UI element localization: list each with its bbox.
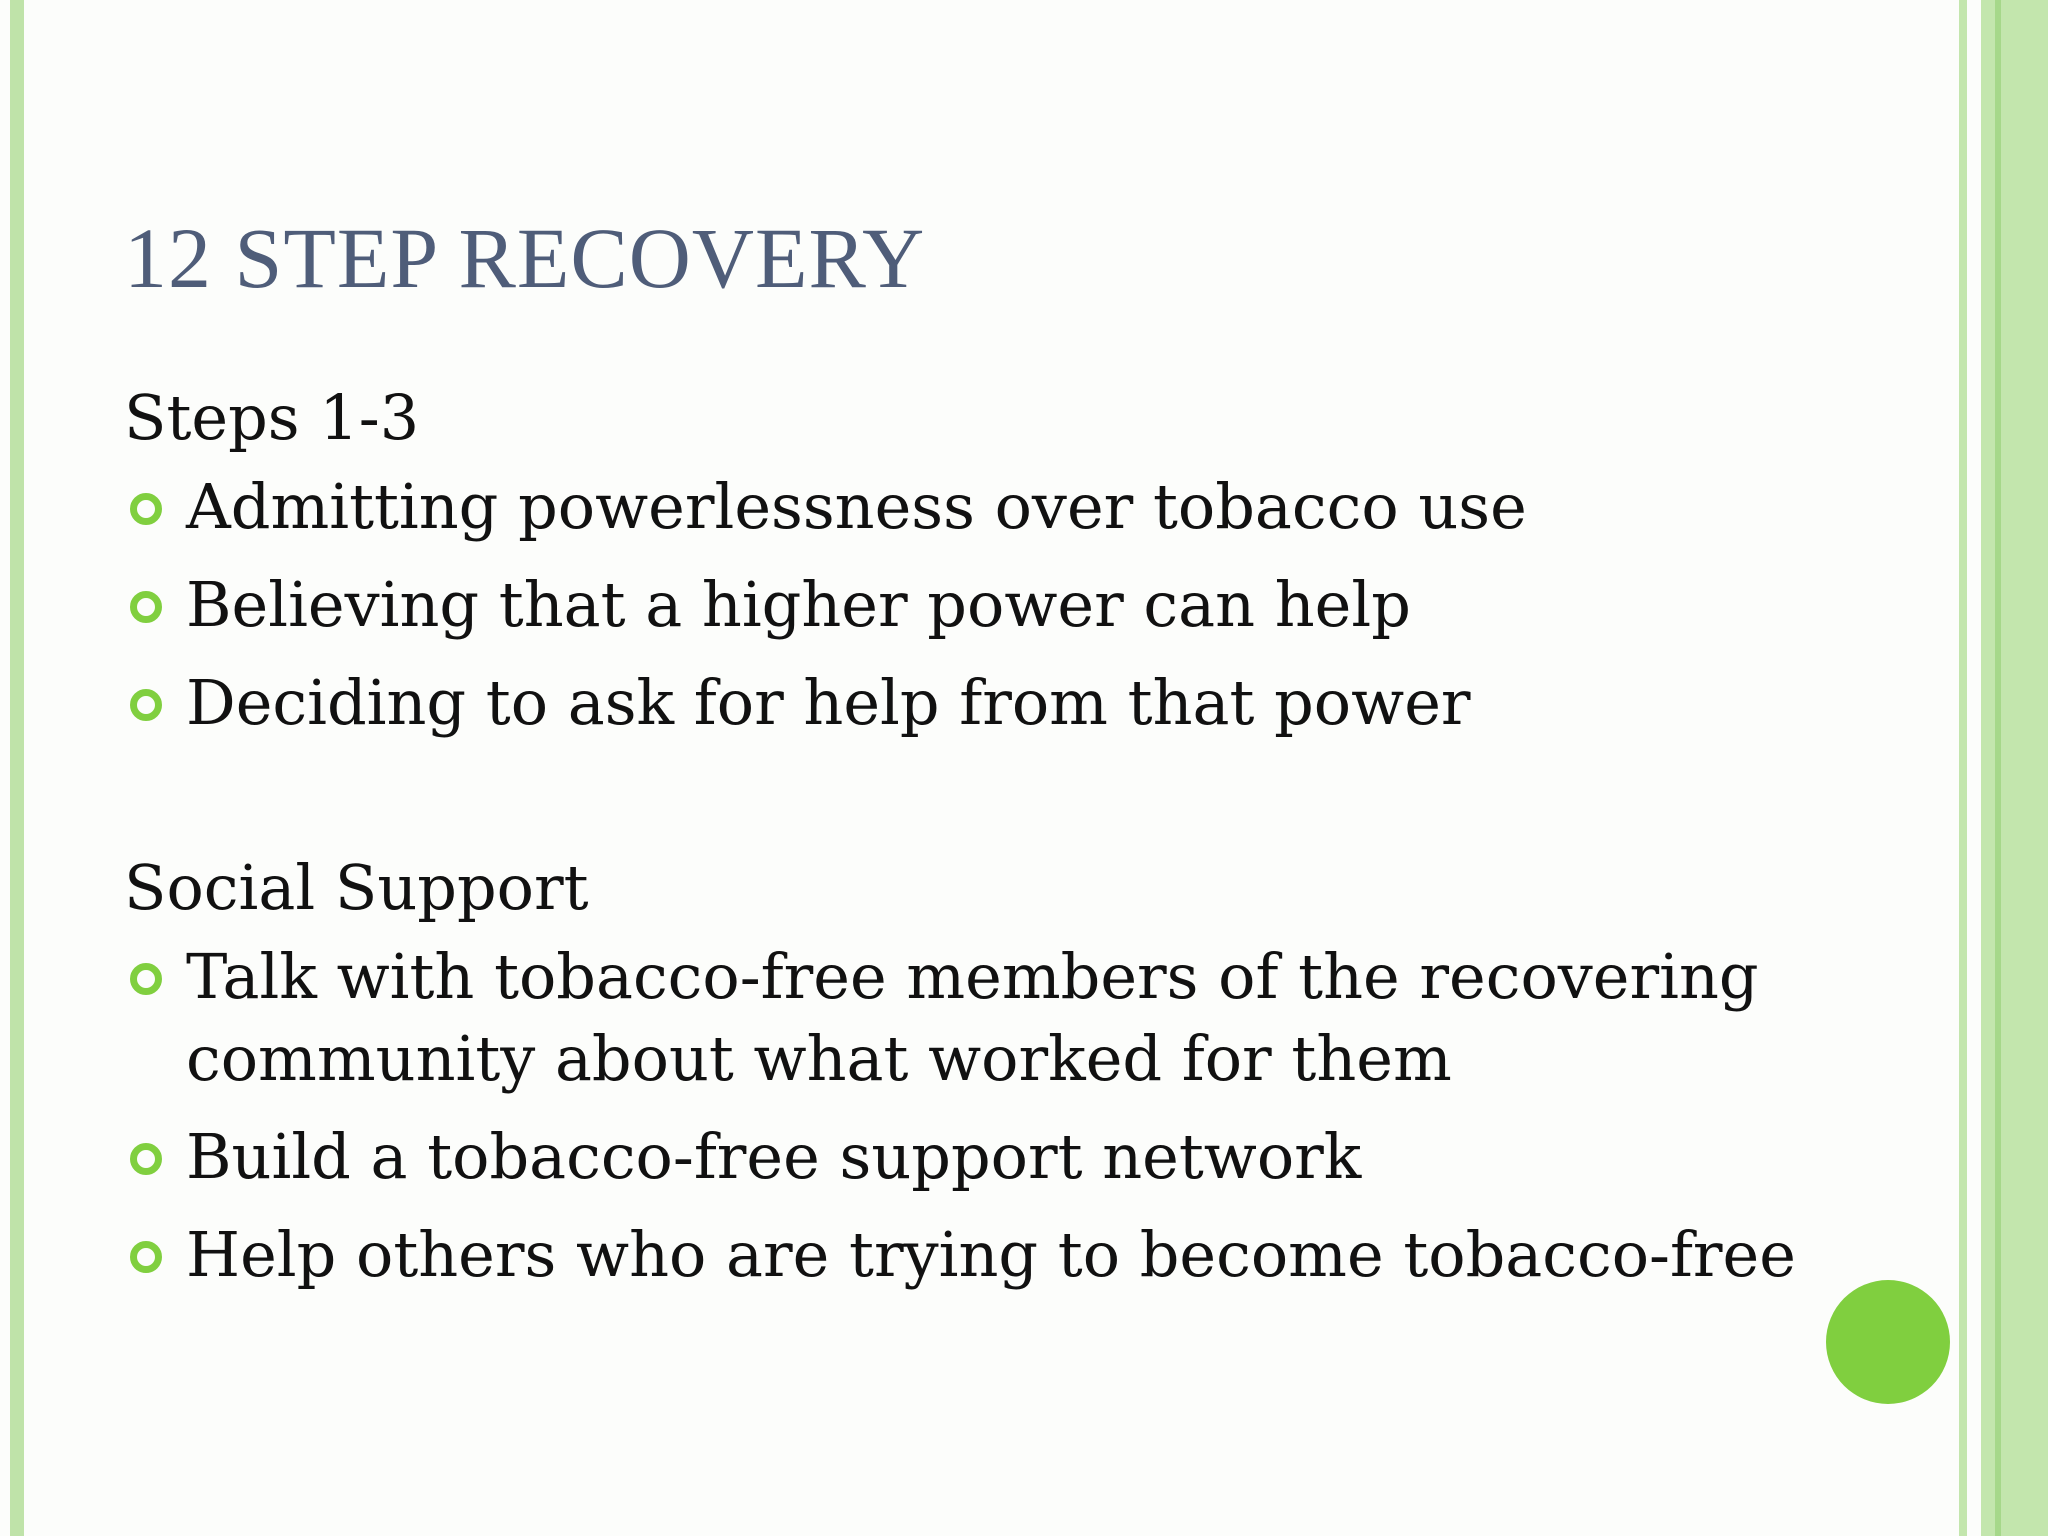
decorative-circle <box>1826 1280 1950 1404</box>
bullet-ring-icon <box>130 1241 162 1273</box>
list-item <box>124 662 1876 744</box>
list-item <box>124 1214 1876 1296</box>
list-item-text: Build a tobacco-free support network <box>186 1120 1362 1193</box>
bullet-ring-icon <box>130 1143 162 1175</box>
list-item <box>124 564 1876 646</box>
bullet-ring-icon <box>130 963 162 995</box>
slide-body <box>124 370 1844 1296</box>
bullet-ring-icon <box>130 493 162 525</box>
list-item-text: Help others who are trying to become tobacco-free <box>186 1218 1796 1291</box>
section-heading: Social Support <box>124 851 589 924</box>
list-item <box>124 1116 1876 1198</box>
section-spacer <box>124 744 1844 840</box>
right-border-stripe <box>2001 0 2048 1536</box>
list-item <box>124 936 1876 1100</box>
bullet-ring-icon <box>130 591 162 623</box>
bullet-ring-icon <box>130 689 162 721</box>
list-item-text: Talk with tobacco-free members of the recovering community about what worked for them <box>186 940 1759 1095</box>
right-border-stripe <box>1981 0 1995 1536</box>
section-heading: Steps 1-3 <box>124 381 420 454</box>
section-social-support <box>124 840 1844 1296</box>
list-item-text: Believing that a higher power can help <box>186 568 1411 641</box>
section-steps <box>124 370 1844 744</box>
right-border-stripe <box>1959 0 1967 1536</box>
bullet-list <box>124 466 1844 744</box>
list-item <box>124 466 1876 548</box>
slide-title: 12 STEP RECOVERY <box>124 210 926 306</box>
list-item-text: Admitting powerlessness over tobacco use <box>186 470 1527 543</box>
left-border-stripe <box>10 0 24 1536</box>
bullet-list <box>124 936 1844 1296</box>
list-item-text: Deciding to ask for help from that power <box>186 666 1471 739</box>
